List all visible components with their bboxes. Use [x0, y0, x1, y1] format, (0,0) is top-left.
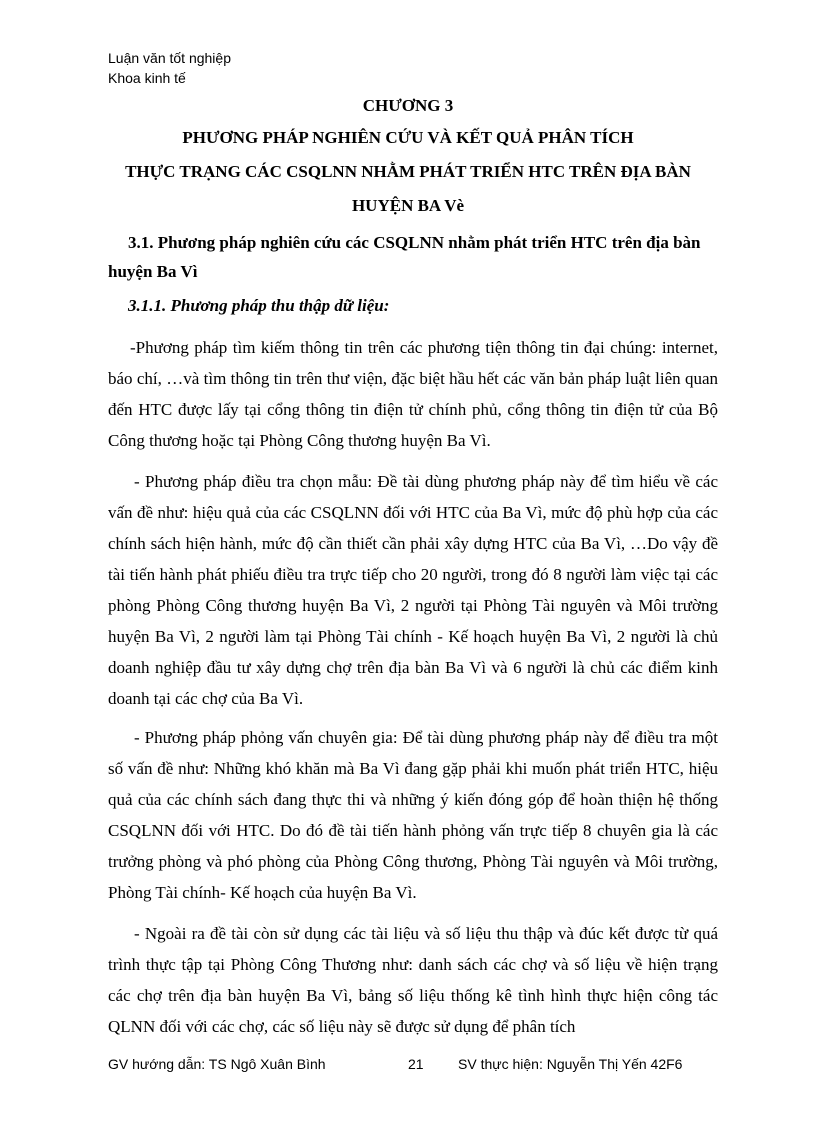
section-heading: 3.1. Phương pháp nghiên cứu các CSQLNN nhằm phát triển HTC trên địa bàn huyện Ba Vì [108, 233, 701, 281]
footer-advisor: GV hướng dẫn: TS Ngô Xuân Bình [108, 1056, 326, 1072]
header-faculty-label: Khoa kinh tế [108, 70, 186, 86]
footer-page-number: 21 [408, 1056, 424, 1072]
chapter-heading: CHƯƠNG 3 [362, 96, 454, 115]
chapter-title-line-2: THỰC TRẠNG CÁC CSQLNN NHẰM PHÁT TRIỂN HTC TRÊN ĐỊA BÀN [125, 162, 691, 181]
page-footer [108, 1056, 720, 1072]
header-thesis-label: Luận văn tốt nghiệp [108, 50, 231, 66]
page-header [108, 48, 231, 88]
paragraph-4: - Ngoài ra đề tài còn sử dụng các tài liệu và số liệu thu thập và đúc kết được từ quá trình thực tập tại Phòng Công Thương như: danh sách các chợ và số liệu về hiện trạng các chợ trên địa bàn huyện Ba Vì, bảng số liệu thống kê tình hình thực hiện công tác QLNN đối với các chợ, các số liệu này sẽ được sử dụng để phân tích [108, 924, 718, 1036]
paragraph-3: - Phương pháp phỏng vấn chuyên gia: Để tài dùng phương pháp này để điều tra một số vấn đề như: Những khó khăn mà Ba Vì đang gặp phải khi muốn phát triển HTC, hiệu quả của các chính sách đang thực thi và những ý kiến đóng góp để hoàn thiện hệ thống CSQLNN đối với HTC. Do đó đề tài tiến hành phỏng vấn trực tiếp 8 chuyên gia là các trưởng phòng và phó phòng của Phòng Công thương, Phòng Tài nguyên và Môi trường, Phòng Tài chính- Kế hoạch của huyện Ba Vì. [108, 728, 718, 902]
paragraph-1: -Phương pháp tìm kiếm thông tin trên các phương tiện thông tin đại chúng: internet, báo chí, …và tìm thông tin trên thư viện, đặc biệt hầu hết các văn bản pháp luật liên quan đến HTC được lấy tại cổng thông tin điện tử chính phủ, cổng thông tin điện tử của Bộ Công thương hoặc tại Phòng Công thương huyện Ba Vì. [108, 338, 718, 450]
footer-student: SV thực hiện: Nguyễn Thị Yến 42F6 [458, 1056, 683, 1072]
paragraph-2: - Phương pháp điều tra chọn mẫu: Đề tài dùng phương pháp này để tìm hiểu về các vấn đề như: hiệu quả của các CSQLNN đối với HTC của Ba Vì, mức độ phù hợp của các chính sách hiện hành, mức độ cần thiết cần phải xây dựng HTC của Ba Vì, …Do vậy đề tài tiến hành phát phiếu điều tra trực tiếp cho 20 người, trong đó 8 người làm việc tại các phòng Phòng Công thương huyện Ba Vì, 2 người tại Phòng Tài nguyên và Môi trường huyện Ba Vì, 2 người làm tại Phòng Tài chính - Kế hoạch huyện Ba Vì, 2 người là chủ doanh nghiệp đầu tư xây dựng chợ trên địa bàn Ba Vì và 6 người là chủ các điểm kinh doanh tại các chợ của Ba Vì. [108, 472, 718, 708]
chapter-title-line-3: HUYỆN BA Vè [351, 196, 465, 215]
subsection-heading: 3.1.1. Phương pháp thu thập dữ liệu: [128, 296, 390, 315]
chapter-title-line-1: PHƯƠNG PHÁP NGHIÊN CỨU VÀ KẾT QUẢ PHÂN TÍCH [182, 128, 634, 147]
